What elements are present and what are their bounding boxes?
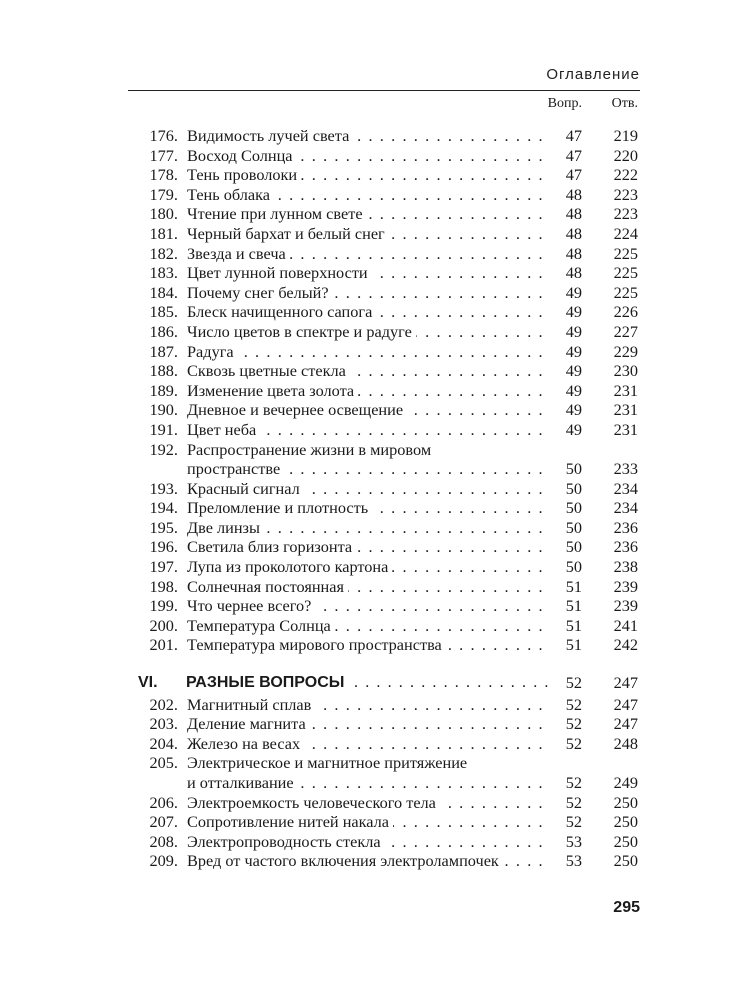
toc-entry — [128, 753, 640, 792]
toc-entry — [128, 793, 640, 813]
question-page: 49 — [565, 302, 582, 322]
answer-page: 250 — [613, 812, 638, 832]
toc-entry — [128, 832, 640, 852]
entry-title — [187, 283, 550, 303]
answer-page: 250 — [613, 831, 638, 851]
entry-title — [187, 204, 550, 224]
entry-title — [187, 302, 550, 322]
answer-page: 239 — [613, 576, 638, 596]
question-page: 51 — [565, 596, 582, 616]
toc-entry — [128, 812, 640, 832]
answer-page: 231 — [613, 400, 638, 420]
entry-number: 196. — [149, 537, 178, 557]
entry-title-text: Что чернее всего? — [187, 596, 315, 615]
answer-page: 236 — [613, 537, 638, 557]
answer-page: 238 — [613, 557, 638, 577]
entry-number: 192. — [149, 439, 178, 459]
toc-entry — [128, 557, 640, 577]
entry-title — [187, 322, 550, 342]
entry-title-text: Почему снег белый? — [187, 283, 333, 302]
toc-entry — [128, 263, 640, 283]
entry-title-text: Железо на весах — [187, 734, 304, 753]
question-page: 52 — [565, 714, 582, 734]
entry-title — [187, 185, 550, 205]
question-page: 49 — [565, 400, 582, 420]
column-headers — [128, 96, 640, 118]
entry-title-text: Звезда и свеча — [187, 244, 290, 263]
entry-title-text: Видимость лучей света — [187, 126, 353, 145]
entry-number: 202. — [149, 694, 178, 714]
entry-title-text: Цвет неба — [187, 420, 260, 439]
question-page: 49 — [565, 341, 582, 361]
question-page: 48 — [565, 263, 582, 283]
toc-entry — [128, 851, 640, 871]
entry-number: 178. — [149, 165, 178, 185]
entry-number: 207. — [149, 812, 178, 832]
answer-column-header: Отв. — [611, 96, 638, 111]
answer-page: 226 — [613, 302, 638, 322]
entry-title — [187, 342, 550, 362]
toc-entry — [128, 596, 640, 616]
entry-title — [187, 126, 550, 146]
toc-entry — [128, 420, 640, 440]
entry-title — [187, 596, 550, 616]
entry-title-text: Преломление и плотность — [187, 498, 372, 517]
entry-number: 177. — [149, 145, 178, 165]
entry-number: 188. — [149, 361, 178, 381]
question-page: 50 — [565, 498, 582, 518]
answer-page: 225 — [613, 243, 638, 263]
question-column-header: Вопр. — [547, 96, 582, 111]
entry-title — [187, 734, 550, 754]
entry-number: 191. — [149, 419, 178, 439]
entry-title-text: Деление магнита — [187, 714, 310, 733]
entry-title — [187, 440, 550, 460]
answer-page: 250 — [613, 851, 638, 871]
toc-entry — [128, 283, 640, 303]
answer-page: 241 — [613, 615, 638, 635]
entry-number: 204. — [149, 733, 178, 753]
entry-number: 176. — [149, 126, 178, 145]
toc-entry — [128, 361, 640, 381]
entry-title — [187, 165, 550, 185]
entry-title — [187, 616, 550, 636]
toc-entry — [128, 146, 640, 166]
entry-title — [187, 714, 550, 734]
entry-title-text: Число цветов в спектре и радуге — [187, 322, 416, 341]
answer-page: 225 — [613, 263, 638, 283]
answer-page: 242 — [613, 635, 638, 655]
question-page: 50 — [565, 537, 582, 557]
entry-title-text: Восход Солнца — [187, 146, 297, 165]
answer-page: 248 — [613, 733, 638, 753]
entry-title-text: Сквозь цветные стекла — [187, 361, 350, 380]
answer-page: 247 — [613, 673, 638, 693]
entry-title — [187, 146, 550, 166]
entry-title-text: Дневное и вечернее освещение — [187, 400, 407, 419]
entry-title — [187, 577, 550, 597]
entry-title-continued — [187, 773, 550, 793]
entry-title-text: Температура Солнца — [187, 616, 335, 635]
entry-number: 179. — [149, 184, 178, 204]
entry-title — [187, 381, 550, 401]
entry-title-text: Электропроводность стекла — [187, 832, 385, 851]
entry-title — [187, 793, 550, 813]
entry-number: 181. — [149, 223, 178, 243]
question-page: 48 — [565, 243, 582, 263]
entry-number: 203. — [149, 714, 178, 734]
entry-title — [187, 361, 550, 381]
toc-entry — [128, 302, 640, 322]
entry-title-text: и отталкивание — [187, 773, 298, 792]
section-title-text: РАЗНЫЕ ВОПРОСЫ — [186, 674, 348, 691]
toc-entry — [128, 635, 640, 655]
question-page: 52 — [565, 733, 582, 753]
question-page: 48 — [565, 204, 582, 224]
entry-number: 185. — [149, 302, 178, 322]
entry-number: 194. — [149, 498, 178, 518]
entry-title — [187, 832, 550, 852]
entry-title — [187, 851, 550, 871]
toc-entry — [128, 440, 640, 479]
answer-page: 229 — [613, 341, 638, 361]
entry-title-text: Тень проволоки — [187, 165, 301, 184]
entry-title — [187, 263, 550, 283]
answer-page: 234 — [613, 478, 638, 498]
question-page: 50 — [565, 478, 582, 498]
section-heading — [128, 673, 640, 693]
answer-page: 234 — [613, 498, 638, 518]
answer-page: 222 — [613, 165, 638, 185]
answer-page: 236 — [613, 517, 638, 537]
entry-title — [187, 812, 550, 832]
entry-number: 208. — [149, 831, 178, 851]
entry-number: 186. — [149, 321, 178, 341]
entry-title-text: пространстве — [187, 459, 284, 478]
toc-entry — [128, 479, 640, 499]
toc-entry — [128, 165, 640, 185]
entry-number: 201. — [149, 635, 178, 655]
entry-title — [187, 400, 550, 420]
entry-title — [187, 498, 550, 518]
answer-page: 233 — [613, 459, 638, 479]
entry-title — [187, 479, 550, 499]
entry-title-text: Радуга — [187, 342, 238, 361]
entry-title-text: Тень облака — [187, 185, 274, 204]
toc-entry — [128, 342, 640, 362]
question-page: 53 — [565, 831, 582, 851]
entry-title-text: Светила близ горизонта — [187, 537, 356, 556]
answer-page: 219 — [613, 126, 638, 145]
answer-page: 230 — [613, 361, 638, 381]
answer-page: 223 — [613, 184, 638, 204]
entry-number: 200. — [149, 615, 178, 635]
question-page: 53 — [565, 851, 582, 871]
entry-number: 205. — [149, 753, 178, 773]
entry-title-text: Сопротивление нитей накала — [187, 812, 393, 831]
question-page: 49 — [565, 282, 582, 302]
answer-page: 224 — [613, 223, 638, 243]
entry-title-text: Красный сигнал — [187, 479, 304, 498]
answer-page: 231 — [613, 419, 638, 439]
entry-title-text: Распространение жизни в мировом — [187, 440, 435, 459]
question-page: 47 — [565, 126, 582, 145]
entry-title-text: Температура мирового пространства — [187, 635, 446, 654]
page-number: 295 — [613, 899, 640, 916]
toc-entry — [128, 244, 640, 264]
question-page: 48 — [565, 184, 582, 204]
question-page: 52 — [565, 792, 582, 812]
running-head: Оглавление — [546, 66, 640, 83]
entry-title-text: Вред от частого включения электролампочек — [187, 851, 503, 870]
question-page: 49 — [565, 361, 582, 381]
entry-title-text: Электроемкость человеческого тела — [187, 793, 440, 812]
question-page: 47 — [565, 165, 582, 185]
question-page: 49 — [565, 321, 582, 341]
toc-entry — [128, 577, 640, 597]
question-page: 50 — [565, 459, 582, 479]
entry-number: 206. — [149, 792, 178, 812]
question-page: 51 — [565, 615, 582, 635]
entry-title — [187, 420, 550, 440]
toc-entry — [128, 498, 640, 518]
entry-title-text: Блеск начищенного сапога — [187, 302, 376, 321]
toc-entry — [128, 400, 640, 420]
answer-page: 247 — [613, 714, 638, 734]
entry-number: 198. — [149, 576, 178, 596]
question-page: 49 — [565, 380, 582, 400]
entry-number: 193. — [149, 478, 178, 498]
question-page: 52 — [565, 812, 582, 832]
entry-number: 180. — [149, 204, 178, 224]
toc-entry — [128, 381, 640, 401]
answer-page: 220 — [613, 145, 638, 165]
entry-number: 190. — [149, 400, 178, 420]
entry-title — [187, 537, 550, 557]
toc-entry — [128, 204, 640, 224]
entry-title — [187, 695, 550, 715]
entry-title-text: Две линзы — [187, 518, 264, 537]
toc-entry — [128, 616, 640, 636]
entry-title-continued — [187, 459, 550, 479]
entry-title-text: Лупа из проколотого картона — [187, 557, 392, 576]
entry-title — [187, 244, 550, 264]
question-page: 52 — [565, 673, 582, 693]
answer-page: 231 — [613, 380, 638, 400]
question-page: 50 — [565, 517, 582, 537]
answer-page: 250 — [613, 792, 638, 812]
entry-title-text: Цвет лунной поверхности — [187, 263, 372, 282]
entry-title — [187, 753, 550, 773]
toc-entry — [128, 224, 640, 244]
entry-number: 199. — [149, 596, 178, 616]
entry-title-text: Магнитный сплав — [187, 695, 315, 714]
entry-title-text: Изменение цвета золота — [187, 381, 358, 400]
entry-number: 187. — [149, 341, 178, 361]
answer-page: 223 — [613, 204, 638, 224]
toc-entry — [128, 518, 640, 538]
toc-entry — [128, 185, 640, 205]
entry-number: 197. — [149, 557, 178, 577]
entry-title-text: Электрическое и магнитное притяжение — [187, 753, 471, 772]
question-page: 49 — [565, 419, 582, 439]
toc-entry — [128, 695, 640, 715]
entry-number: 184. — [149, 282, 178, 302]
entry-title — [187, 518, 550, 538]
entry-number: 195. — [149, 517, 178, 537]
section-number: VI. — [138, 674, 158, 692]
toc-entry — [128, 537, 640, 557]
entry-number: 182. — [149, 243, 178, 263]
answer-page: 247 — [613, 694, 638, 714]
toc-entry — [128, 322, 640, 342]
answer-page: 225 — [613, 282, 638, 302]
table-of-contents — [128, 126, 640, 871]
entry-number: 183. — [149, 263, 178, 283]
question-page: 48 — [565, 223, 582, 243]
question-page: 51 — [565, 576, 582, 596]
question-page: 50 — [565, 557, 582, 577]
entry-title — [187, 635, 550, 655]
entry-title-text: Солнечная постоянная — [187, 577, 348, 596]
question-page: 52 — [565, 694, 582, 714]
toc-entry — [128, 734, 640, 754]
question-page: 47 — [565, 145, 582, 165]
question-page: 51 — [565, 635, 582, 655]
section-title — [186, 673, 550, 693]
toc-entry — [128, 714, 640, 734]
answer-page: 227 — [613, 321, 638, 341]
entry-number: 189. — [149, 380, 178, 400]
entry-number: 209. — [149, 851, 178, 871]
toc-entry — [128, 126, 640, 146]
header-rule — [128, 90, 640, 91]
answer-page: 239 — [613, 596, 638, 616]
answer-page: 249 — [613, 773, 638, 792]
entry-title — [187, 224, 550, 244]
entry-title — [187, 557, 550, 577]
entry-title-text: Чтение при лунном свете — [187, 204, 367, 223]
question-page: 52 — [565, 773, 582, 792]
entry-title-text: Черный бархат и белый снег — [187, 224, 389, 243]
